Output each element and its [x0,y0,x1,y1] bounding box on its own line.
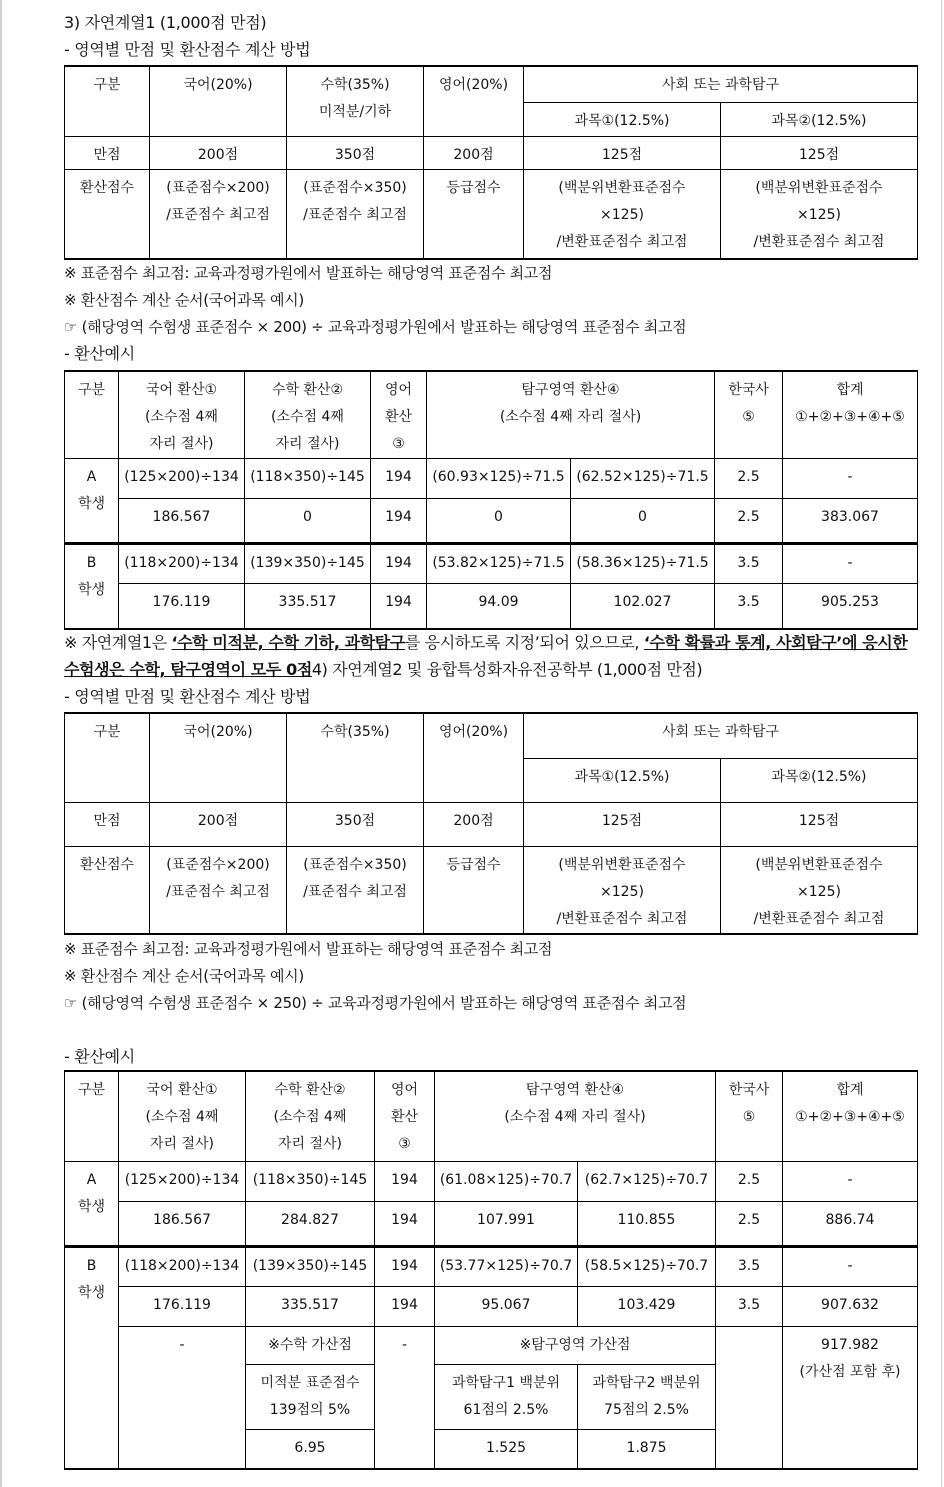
cell: (백분위변환표준점수 ×125) /변환표준점수 최고점 [721,846,918,934]
header-inquiry: 사회 또는 과학탐구 [524,713,918,758]
cell: 194 [375,1161,435,1201]
cell: - [783,1161,918,1201]
bonus-math-desc: 미적분 표준점수 139점의 5% [246,1364,375,1429]
cell: 200점 [150,802,287,846]
cell: 107.991 [435,1201,578,1246]
cell: 110.855 [578,1201,716,1246]
cell: (118×350)÷145 [245,459,371,499]
cell: (표준점수×350) /표준점수 최고점 [287,169,424,259]
cell: 94.09 [427,584,571,629]
cell: 3.5 [715,544,783,584]
cell: 2.5 [716,1201,783,1246]
table-row-conversion [65,169,918,259]
table-row-full-score [65,802,918,846]
cell: 186.567 [119,1201,246,1246]
cell: (표준점수×200) /표준점수 최고점 [150,846,287,934]
cell: 176.119 [119,584,245,629]
cell: 194 [375,1201,435,1246]
section3-score-table [64,65,918,260]
cell: 194 [375,1286,435,1326]
header-cell: 합계 ①+②+③+④+⑤ [783,1071,918,1161]
table-row-student-b-formula [65,1246,918,1286]
table-row-student-b-formula [65,544,918,584]
cell: 2.5 [716,1161,783,1201]
cell: (60.93×125)÷71.5 [427,459,571,499]
warning-note [64,629,924,683]
cell: 2.5 [715,499,783,544]
bonus-english: - [375,1326,435,1469]
header-cell: 한국사 ⑤ [715,371,783,459]
header-korean: 국어(20%) [150,713,287,802]
header-cell: 수학 환산② (소수점 4째 자리 절사) [246,1071,375,1161]
header-cell: 구분 [65,1071,119,1161]
cell: (139×350)÷145 [246,1246,375,1286]
cell: (백분위변환표준점수 ×125) /변환표준점수 최고점 [524,169,721,259]
note: ※ 환산점수 계산 순서(국어과목 예시) [64,967,304,985]
table-row-full-score [65,136,918,169]
cell: - [783,459,918,499]
cell: - [783,1246,918,1286]
warning-emphasis: ‘수학 미적분, 수학 기하, 과학탐구 [171,633,405,652]
header-inquiry: 사회 또는 과학탐구 [524,66,918,102]
cell: 194 [371,544,427,584]
cell: 186.567 [119,499,245,544]
table-row-conversion [65,846,918,934]
section3-title: 3) 자연계열1 (1,000점 만점) [64,13,267,32]
cell: (118×200)÷134 [119,544,245,584]
table-row-student-b-result [65,1286,918,1326]
header-math: 수학(35%) [287,713,424,802]
cell: 335.517 [245,584,371,629]
cell: 환산점수 [65,169,150,259]
header-subject2: 과목②(12.5%) [721,102,918,136]
header-cell: 영어 환산 ③ [371,371,427,459]
bonus-math-title: ※수학 가산점 [246,1326,375,1364]
cell: (53.82×125)÷71.5 [427,544,571,584]
cell: (표준점수×200) /표준점수 최고점 [150,169,287,259]
cell: 등급점수 [424,169,524,259]
page-right-border [941,0,942,1487]
bonus-inquiry1-value: 1.525 [435,1429,578,1469]
cell: - [783,544,918,584]
cell: 0 [245,499,371,544]
header-cell: 탐구영역 환산④ (소수점 4째 자리 절사) [427,371,715,459]
cell: 886.74 [783,1201,918,1246]
cell: 284.827 [246,1201,375,1246]
cell: 103.429 [578,1286,716,1326]
bonus-math-value: 6.95 [246,1429,375,1469]
cell: 만점 [65,136,150,169]
example-label: - 환산예시 [64,1047,135,1066]
header-subject1: 과목①(12.5%) [524,758,721,802]
cell: 176.119 [119,1286,246,1326]
cell: 만점 [65,802,150,846]
cell: 194 [371,499,427,544]
cell: (61.08×125)÷70.7 [435,1161,578,1201]
note: ※ 표준점수 최고점: 교육과정평가원에서 발표하는 해당영역 표준점수 최고점 [64,940,553,958]
bonus-inquiry2-desc: 과학탐구2 백분위 75점의 2.5% [578,1364,716,1429]
header-cell: 국어 환산① (소수점 4째 자리 절사) [119,371,245,459]
cell: 125점 [524,802,721,846]
cell: (58.36×125)÷71.5 [571,544,715,584]
cell: 907.632 [783,1286,918,1326]
warning-text: 를 응시하도록 지정’되어 있으므로, [404,633,644,652]
section4-example-table [64,1070,918,1470]
bonus-korean: - [119,1326,246,1469]
note: ☞ (해당영역 수험생 표준점수 × 200) ÷ 교육과정평가원에서 발표하는 해당영역 표준점수 최고점 [64,318,687,336]
bonus-inquiry2-value: 1.875 [578,1429,716,1469]
cell: 3.5 [715,584,783,629]
cell: 3.5 [716,1246,783,1286]
cell: 125점 [721,802,918,846]
header-subject1: 과목①(12.5%) [524,102,721,136]
cell: 3.5 [716,1286,783,1326]
cell: 125점 [721,136,918,169]
header-english: 영어(20%) [424,713,524,802]
table-row-student-a-formula [65,1161,918,1201]
cell: (118×200)÷134 [119,1246,246,1286]
cell: (53.77×125)÷70.7 [435,1246,578,1286]
section4-title: 4) 자연계열2 및 융합특성화자유전공학부 (1,000점 만점) [311,660,703,679]
bonus-inquiry1-desc: 과학탐구1 백분위 61점의 2.5% [435,1364,578,1429]
cell: 환산점수 [65,846,150,934]
cell: (62.52×125)÷71.5 [571,459,715,499]
section4-subtitle: - 영역별 만점 및 환산점수 계산 방법 [64,687,311,706]
bonus-history [716,1326,783,1469]
cell: (139×350)÷145 [245,544,371,584]
cell: (125×200)÷134 [119,459,245,499]
note: ※ 환산점수 계산 순서(국어과목 예시) [64,291,304,309]
header-cell: 한국사 ⑤ [716,1071,783,1161]
cell: 335.517 [246,1286,375,1326]
cell: 194 [375,1246,435,1286]
cell: (백분위변환표준점수 ×125) /변환표준점수 최고점 [524,846,721,934]
cell: (125×200)÷134 [119,1161,246,1201]
header-cell: 구분 [65,371,119,459]
cell: 2.5 [715,459,783,499]
cell: 200점 [424,802,524,846]
section4-score-table [64,712,918,935]
cell: 200점 [150,136,287,169]
cell: 350점 [287,136,424,169]
cell: 등급점수 [424,846,524,934]
student-b-label: B 학생 [65,1246,119,1469]
bonus-inquiry-title: ※탐구영역 가산점 [435,1326,716,1364]
cell: 905.253 [783,584,918,629]
header-korean: 국어(20%) [150,66,287,136]
header-cell: 국어 환산① (소수점 4째 자리 절사) [119,1071,246,1161]
cell: 125점 [524,136,721,169]
student-a-label: A 학생 [65,459,119,544]
cell: 0 [427,499,571,544]
note: ※ 표준점수 최고점: 교육과정평가원에서 발표하는 해당영역 표준점수 최고점 [64,264,553,282]
section3-example-table [64,370,918,630]
cell: 102.027 [571,584,715,629]
header-cell: 영어 환산 ③ [375,1071,435,1161]
example-label: - 환산예시 [64,344,135,363]
cell: (62.7×125)÷70.7 [578,1161,716,1201]
cell: 383.067 [783,499,918,544]
cell: 0 [571,499,715,544]
cell: (118×350)÷145 [246,1161,375,1201]
header-english: 영어(20%) [424,66,524,136]
cell: 194 [371,584,427,629]
cell: 350점 [287,802,424,846]
table-row-student-a-formula [65,459,918,499]
header-cell: 수학 환산② (소수점 4째 자리 절사) [245,371,371,459]
section3-subtitle: - 영역별 만점 및 환산점수 계산 방법 [64,40,311,59]
header-cell: 탐구영역 환산④ (소수점 4째 자리 절사) [435,1071,716,1161]
cell: (백분위변환표준점수 ×125) /변환표준점수 최고점 [721,169,918,259]
cell: 95.067 [435,1286,578,1326]
table-row-student-a-result [65,499,918,544]
table-row-student-b-result [65,584,918,629]
table-row-student-a-result [65,1201,918,1246]
note: ☞ (해당영역 수험생 표준점수 × 250) ÷ 교육과정평가원에서 발표하는 해당영역 표준점수 최고점 [64,994,687,1012]
bonus-total: 917.982 (가산점 포함 후) [783,1326,918,1469]
header-cell: 합계 ①+②+③+④+⑤ [783,371,918,459]
student-a-label: A 학생 [65,1161,119,1246]
header-math: 수학(35%) 미적분/기하 [287,66,424,136]
table-row-bonus-title [65,1326,918,1364]
cell: (표준점수×350) /표준점수 최고점 [287,846,424,934]
warning-text: ※ 자연계열1은 [64,633,172,652]
student-b-label: B 학생 [65,544,119,629]
page-left-border [0,0,2,1487]
cell: 200점 [424,136,524,169]
header-gubun: 구분 [65,66,150,136]
warning-emphasis: ‘수학 확률과 통계, 사회탐구’에 응시한 수험생은 수학, 탐구영역이 모두 0점 [64,633,908,679]
header-subject2: 과목②(12.5%) [721,758,918,802]
header-gubun: 구분 [65,713,150,802]
cell: 194 [371,459,427,499]
cell: (58.5×125)÷70.7 [578,1246,716,1286]
